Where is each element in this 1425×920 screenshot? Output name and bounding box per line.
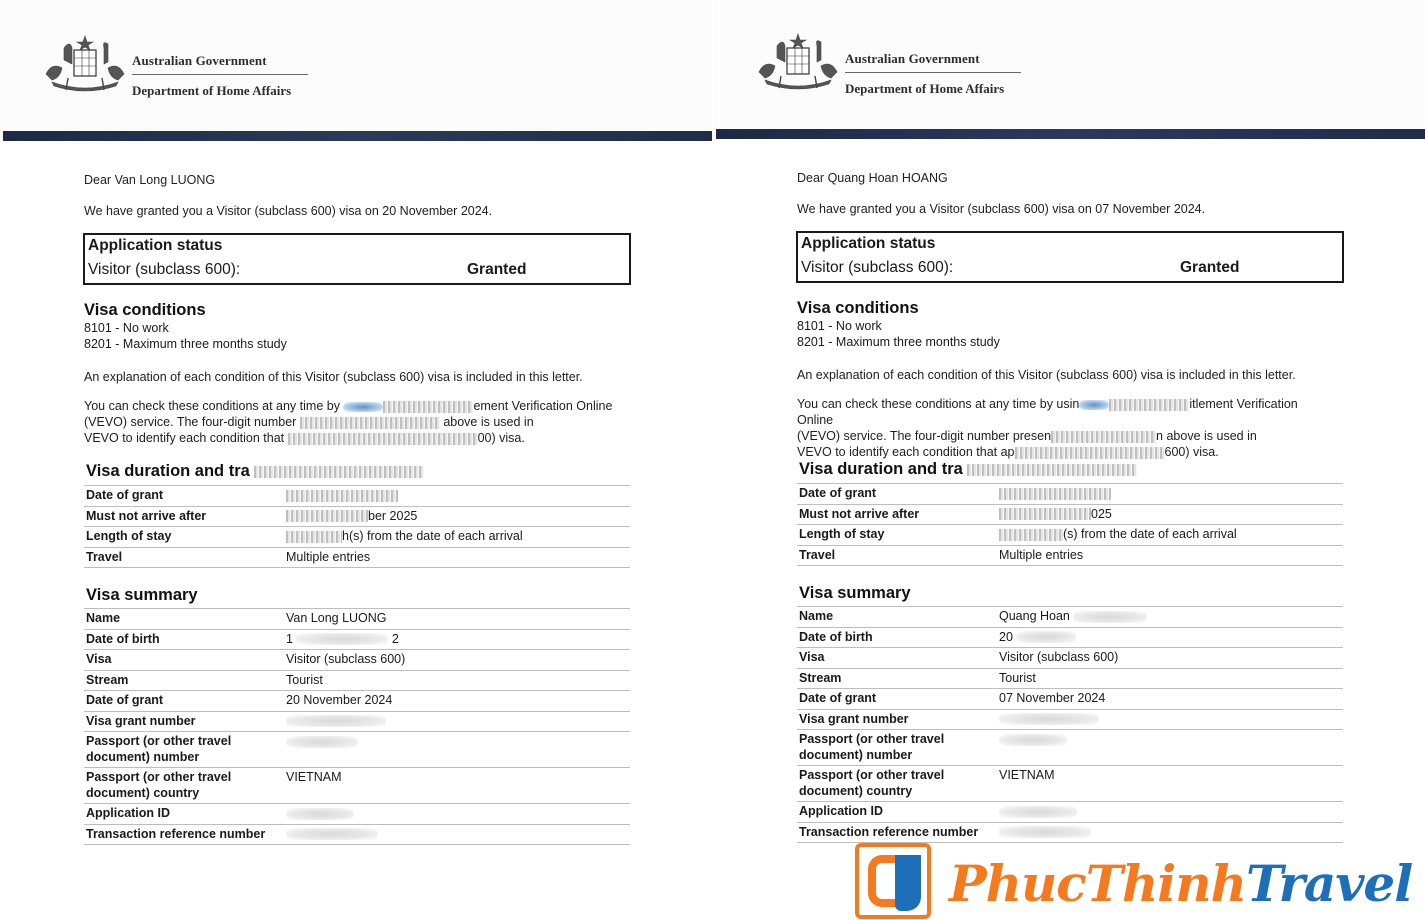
table-row	[84, 670, 630, 691]
row-value	[286, 632, 399, 648]
row-value	[286, 714, 386, 730]
status-value: Granted	[1180, 259, 1240, 276]
condition-item: 8101 - No work	[797, 319, 882, 333]
row-key: Date of grant	[799, 691, 877, 705]
visa-conditions-heading: Visa conditions	[797, 299, 919, 317]
row-value: Tourist	[286, 672, 323, 687]
redaction	[1079, 400, 1109, 410]
government-name: Australian Government	[845, 51, 980, 66]
government-name: Australian Government	[132, 53, 267, 68]
table-row	[84, 824, 630, 846]
row-key-line: document) number	[799, 747, 913, 762]
header-band	[716, 129, 1425, 139]
redaction	[300, 417, 440, 429]
table-row	[797, 606, 1343, 627]
row-value	[286, 488, 398, 504]
visa-duration-table	[84, 485, 630, 568]
vevo-text: You can check these conditions at any time by usin	[797, 397, 1080, 411]
redaction	[1109, 399, 1189, 411]
row-key-line: Passport (or other travel	[799, 732, 945, 746]
row-value: Tourist	[999, 670, 1036, 685]
status-label: Visitor (subclass 600):	[801, 259, 954, 276]
brand-name	[949, 855, 1412, 913]
row-value	[999, 507, 1112, 523]
table-row	[84, 711, 630, 732]
table-row	[797, 627, 1343, 648]
row-key: Length of stay	[799, 527, 885, 541]
row-value	[999, 825, 1091, 841]
table-row	[84, 506, 630, 527]
row-value	[286, 806, 354, 822]
table-row	[797, 647, 1343, 668]
row-value	[999, 609, 1147, 625]
vevo-text: (VEVO) service. The four-digit number presen	[797, 429, 1052, 443]
visa-summary-table	[84, 608, 630, 845]
heading-text: Visa duration and tra	[86, 462, 250, 480]
visa-summary-heading: Visa summary	[86, 586, 198, 604]
row-value-text: ber 2025	[368, 508, 418, 523]
table-row	[797, 765, 1343, 801]
row-value: VIETNAM	[286, 770, 342, 784]
table-row	[84, 526, 630, 547]
row-value-text: Quang Hoan	[999, 609, 1070, 623]
redaction	[254, 466, 424, 478]
row-key: Name	[799, 609, 834, 623]
row-value	[999, 732, 1067, 748]
redaction	[1073, 611, 1147, 623]
redaction	[999, 734, 1067, 746]
vevo-text: (VEVO) service. The four-digit number	[84, 415, 297, 429]
row-key: Date of grant	[86, 693, 164, 707]
table-row	[797, 668, 1343, 689]
visa-letter-right	[713, 0, 1425, 920]
row-key: Application ID	[799, 804, 884, 818]
row-value	[999, 804, 1077, 820]
row-value-text: (s) from the date of each arrival	[1063, 527, 1237, 541]
vevo-text: above is used in	[443, 415, 534, 429]
row-value-text: h(s) from the date of each arrival	[342, 529, 523, 543]
brand-name-part: PhucThinh	[949, 854, 1247, 913]
row-value: 07 November 2024	[999, 691, 1106, 705]
redaction	[999, 713, 1099, 725]
vevo-text: itlement Verification Online	[797, 397, 1298, 427]
grant-sentence: We have granted you a Visitor (subclass 600) visa on 20 November 2024.	[84, 204, 493, 218]
redaction	[1015, 447, 1165, 459]
grant-sentence: We have granted you a Visitor (subclass 600) visa on 07 November 2024.	[797, 202, 1206, 216]
vevo-text: You can check these conditions at any time by	[84, 399, 340, 413]
redaction	[286, 828, 378, 840]
coat-of-arms-icon	[755, 32, 841, 96]
table-row	[84, 608, 630, 629]
status-value: Granted	[467, 261, 527, 278]
table-row	[797, 688, 1343, 709]
row-key: Name	[86, 611, 121, 625]
header-divider	[132, 74, 308, 75]
row-value	[286, 827, 378, 843]
government-title-block	[132, 53, 308, 99]
vevo-paragraph	[797, 396, 1337, 460]
table-row	[84, 629, 630, 650]
row-value: Visitor (subclass 600)	[286, 652, 406, 666]
row-value: Multiple entries	[286, 549, 371, 564]
redaction	[999, 488, 1111, 500]
redaction	[343, 402, 383, 412]
row-value-text: 1	[286, 631, 293, 646]
table-row	[84, 649, 630, 670]
row-key: Length of stay	[86, 529, 172, 543]
vevo-text: VEVO to identify each condition that ap	[797, 445, 1015, 459]
redaction	[1051, 431, 1156, 443]
condition-item: 8201 - Maximum three months study	[797, 334, 1000, 349]
application-status-box	[83, 233, 631, 285]
redaction	[999, 508, 1091, 520]
row-key-line: document) number	[86, 749, 200, 764]
visa-summary-heading: Visa summary	[799, 584, 911, 602]
visa-duration-heading	[86, 462, 424, 481]
row-value	[999, 527, 1237, 543]
row-key: Visa	[799, 650, 825, 664]
row-value	[999, 630, 1076, 646]
brand-name-part: Travel	[1246, 854, 1413, 913]
table-row	[797, 483, 1343, 504]
visa-summary-table	[797, 606, 1343, 843]
table-row	[84, 485, 630, 506]
vevo-text: n above is used in	[1156, 429, 1257, 443]
status-title: Application status	[801, 235, 936, 252]
redaction	[383, 401, 473, 413]
row-key: Must not arrive after	[799, 506, 920, 521]
row-key: Application ID	[86, 806, 171, 820]
coat-of-arms-icon	[42, 34, 128, 98]
row-key-line: Passport (or other travel	[799, 768, 945, 782]
table-row	[797, 709, 1343, 730]
redaction	[999, 826, 1091, 838]
row-key: Date of grant	[799, 486, 877, 500]
row-key: Must not arrive after	[86, 508, 207, 523]
conditions-list	[797, 319, 1000, 350]
row-key: Date of birth	[86, 631, 160, 646]
row-key: Travel	[799, 547, 836, 562]
row-key: Travel	[86, 549, 123, 564]
redaction	[999, 806, 1077, 818]
vevo-paragraph	[84, 398, 624, 446]
table-row	[797, 822, 1343, 844]
redaction	[286, 531, 342, 543]
row-value: Visitor (subclass 600)	[999, 650, 1119, 664]
condition-item: 8101 - No work	[84, 321, 169, 335]
logo-j-shape	[895, 855, 921, 911]
brand-logo-icon	[855, 843, 931, 919]
row-value-text: 025	[1091, 506, 1112, 521]
government-title-block	[845, 51, 1021, 97]
status-label: Visitor (subclass 600):	[88, 261, 241, 278]
row-value	[999, 712, 1099, 728]
row-key-line: Passport (or other travel	[86, 734, 232, 748]
row-value	[286, 509, 417, 525]
row-key: Date of grant	[86, 488, 164, 502]
visa-letter-left	[0, 0, 712, 920]
row-value	[999, 486, 1111, 502]
row-value: 20 November 2024	[286, 693, 393, 707]
row-value	[286, 734, 358, 750]
row-value-text: 20	[999, 629, 1013, 644]
redaction	[296, 633, 388, 645]
status-title: Application status	[88, 237, 223, 254]
visa-conditions-heading: Visa conditions	[84, 301, 206, 319]
row-value-text: 2	[391, 631, 399, 646]
table-row	[84, 690, 630, 711]
visa-duration-heading	[799, 460, 1137, 479]
redaction	[1016, 631, 1076, 643]
row-key: Stream	[86, 672, 129, 687]
brand-watermark	[855, 843, 1425, 920]
salutation: Dear Quang Hoan HOANG	[797, 171, 948, 185]
redaction	[286, 490, 398, 502]
row-value: VIETNAM	[999, 768, 1055, 782]
table-row	[797, 504, 1343, 525]
row-value: Van Long LUONG	[286, 611, 387, 625]
redaction	[286, 510, 368, 522]
row-key	[799, 732, 999, 763]
row-key: Transaction reference number	[799, 824, 979, 839]
application-status-box	[796, 231, 1344, 283]
vevo-text: ement Verification Online	[473, 399, 613, 413]
row-key	[86, 770, 286, 801]
row-key: Stream	[799, 670, 842, 685]
row-key: Transaction reference number	[86, 826, 266, 841]
table-row	[797, 801, 1343, 822]
row-value	[286, 529, 523, 545]
row-key: Date of birth	[799, 629, 873, 644]
header-divider	[845, 72, 1021, 73]
row-key: Visa	[86, 652, 112, 666]
vevo-text: 00) visa.	[477, 431, 525, 445]
table-row	[797, 524, 1343, 545]
row-key-line: Passport (or other travel	[86, 770, 232, 784]
department-name: Department of Home Affairs	[845, 81, 1005, 96]
table-row	[797, 545, 1343, 567]
row-key: Visa grant number	[86, 713, 196, 728]
department-name: Department of Home Affairs	[132, 83, 292, 98]
row-key-line: document) country	[799, 783, 913, 798]
redaction	[286, 736, 358, 748]
redaction	[999, 529, 1063, 541]
explanation-text: An explanation of each condition of this Visitor (subclass 600) visa is included in this letter.	[84, 370, 583, 384]
explanation-text: An explanation of each condition of this Visitor (subclass 600) visa is included in this letter.	[797, 368, 1296, 382]
header-band	[3, 131, 712, 141]
visa-duration-table	[797, 483, 1343, 566]
redaction	[286, 715, 386, 727]
table-row	[84, 731, 630, 767]
row-key	[799, 768, 999, 799]
redaction	[288, 433, 478, 445]
table-row	[84, 547, 630, 569]
redaction	[967, 464, 1137, 476]
table-row	[84, 767, 630, 803]
redaction	[286, 808, 354, 820]
vevo-text: VEVO to identify each condition that	[84, 431, 285, 445]
conditions-list	[84, 321, 287, 352]
row-key: Visa grant number	[799, 711, 909, 726]
row-key	[86, 734, 286, 765]
table-row	[797, 729, 1343, 765]
row-value: Multiple entries	[999, 547, 1084, 562]
salutation: Dear Van Long LUONG	[84, 173, 216, 187]
condition-item: 8201 - Maximum three months study	[84, 336, 287, 351]
heading-text: Visa duration and tra	[799, 460, 963, 478]
table-row	[84, 803, 630, 824]
vevo-text: 600) visa.	[1164, 445, 1219, 459]
row-key-line: document) country	[86, 785, 200, 800]
